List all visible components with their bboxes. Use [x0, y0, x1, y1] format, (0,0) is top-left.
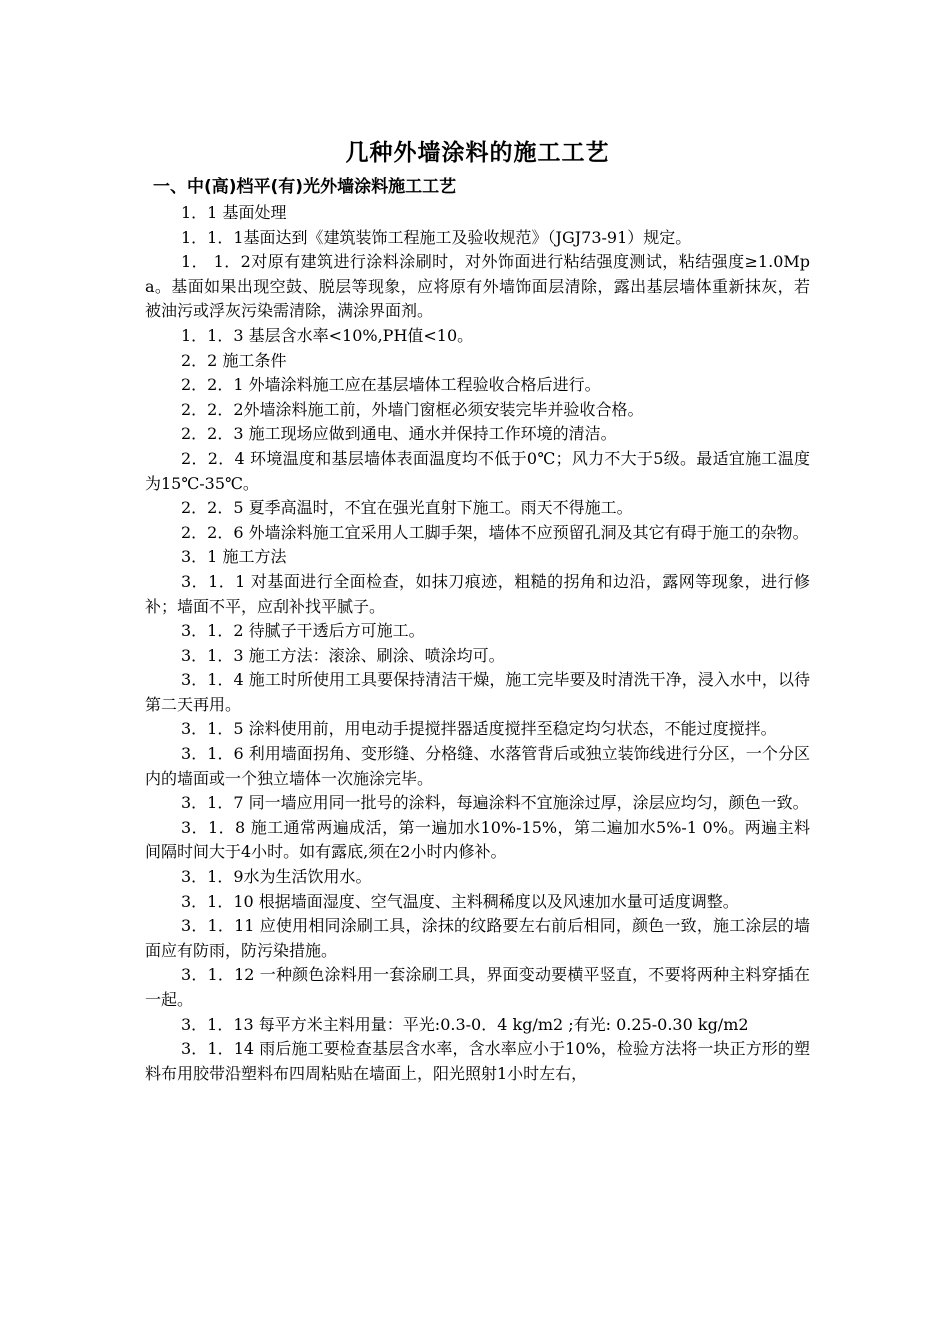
- paragraph: 1．1．1基面达到《建筑装饰工程施工及验收规范》（JGJ73-91）规定。: [181, 227, 692, 247]
- paragraph: 3．1．2 待腻子干透后方可施工。: [181, 621, 425, 641]
- document-title: 几种外墙涂料的施工工艺: [345, 140, 610, 166]
- paragraph: 3．1．6 利用墙面拐角、变形缝、分格缝、水落管背后或独立装饰线进行分区，一个分区内的墙面或一个独立墙体一次施涂完毕。: [145, 744, 810, 788]
- paragraph: 1．1 基面处理: [181, 203, 287, 222]
- paragraph: 2．2．4 环境温度和基层墙体表面温度均不低于0℃；风力不大于5级。最适宜施工温度为15℃-35℃。: [145, 448, 810, 493]
- paragraph: 3．1．13 每平方米主料用量：平光:0.3-0．4 kg/m2 ;有光: 0.25-0.30 kg/m2: [181, 1014, 749, 1034]
- paragraph: 3．1．14 雨后施工要检查基层含水率，含水率应小于10%，检验方法将一块正方形的塑料布用胶带沿塑料布四周粘贴在墙面上，阳光照射1小时左右，: [145, 1039, 810, 1083]
- paragraph: 3．1．9水为生活饮用水。: [181, 867, 372, 887]
- paragraph: 3．1 施工方法: [181, 547, 287, 567]
- paragraph: 3．1．1 对基面进行全面检查，如抹刀痕迹，粗糙的拐角和边沿，露网等现象，进行修补；墙面不平，应刮补找平腻子。: [145, 571, 810, 616]
- paragraph: 3．1．7 同一墙应用同一批号的涂料，每遍涂料不宜施涂过厚，涂层应均匀，颜色一致。: [181, 793, 809, 813]
- paragraph: 3．1．10 根据墙面湿度、空气温度、主料稠稀度以及风速加水量可适度调整。: [181, 891, 739, 911]
- paragraph: 3．1．12 一种颜色涂料用一套涂刷工具，界面变动要横平竖直，不要将两种主料穿插在一起。: [145, 965, 810, 1009]
- paragraph: 1． 1．2对原有建筑进行涂料涂刷时，对外饰面进行粘结强度测试，粘结强度≥1.0Mpa。基面如果出现空鼓、脱层等现象，应将原有外墙饰面层清除，露出基层墙体重新抹灰，若被油污或浮灰污染需清除，满涂界面剂。: [145, 252, 810, 321]
- paragraph: 3．1．11 应使用相同涂刷工具，涂抹的纹路要左右前后相同，颜色一致，施工涂层的墙面应有防雨，防污染措施。: [145, 916, 810, 960]
- paragraph: 2．2．1 外墙涂料施工应在基层墙体工程验收合格后进行。: [181, 375, 601, 395]
- paragraph: 2．2 施工条件: [181, 350, 287, 370]
- paragraph: 2．2．3 施工现场应做到通电、通水并保持工作环境的清洁。: [181, 424, 617, 444]
- paragraph: 3．1．4 施工时所使用工具要保持清洁干燥，施工完毕要及时清洗干净，浸入水中，以待第二天再用。: [145, 670, 810, 714]
- paragraph: 1．1．3 基层含水率<10%,PH值<10。: [181, 325, 474, 345]
- document-page: [145, 137, 810, 1086]
- paragraph: 2．2．5 夏季高温时，不宜在强光直射下施工。雨天不得施工。: [181, 498, 633, 518]
- document-body: [145, 201, 810, 1086]
- paragraph: 2．2．2外墙涂料施工前，外墙门窗框必须安装完毕并验收合格。: [181, 399, 644, 419]
- section-heading: 一、中(高)档平(有)光外墙涂料施工工艺: [153, 177, 457, 197]
- paragraph: 3．1．8 施工通常两遍成活，第一遍加水10%-15%，第二遍加水5%-1 0%。两遍主料间隔时间大于4小时。如有露底,须在2小时内修补。: [145, 817, 810, 862]
- paragraph: 3．1．5 涂料使用前，用电动手提搅拌器适度搅拌至稳定均匀状态，不能过度搅拌。: [181, 719, 777, 739]
- paragraph: 3．1．3 施工方法：滚涂、刷涂、喷涂均可。: [181, 645, 505, 665]
- paragraph: 2．2．6 外墙涂料施工宜采用人工脚手架，墙体不应预留孔洞及其它有碍于施工的杂物。: [181, 522, 809, 542]
